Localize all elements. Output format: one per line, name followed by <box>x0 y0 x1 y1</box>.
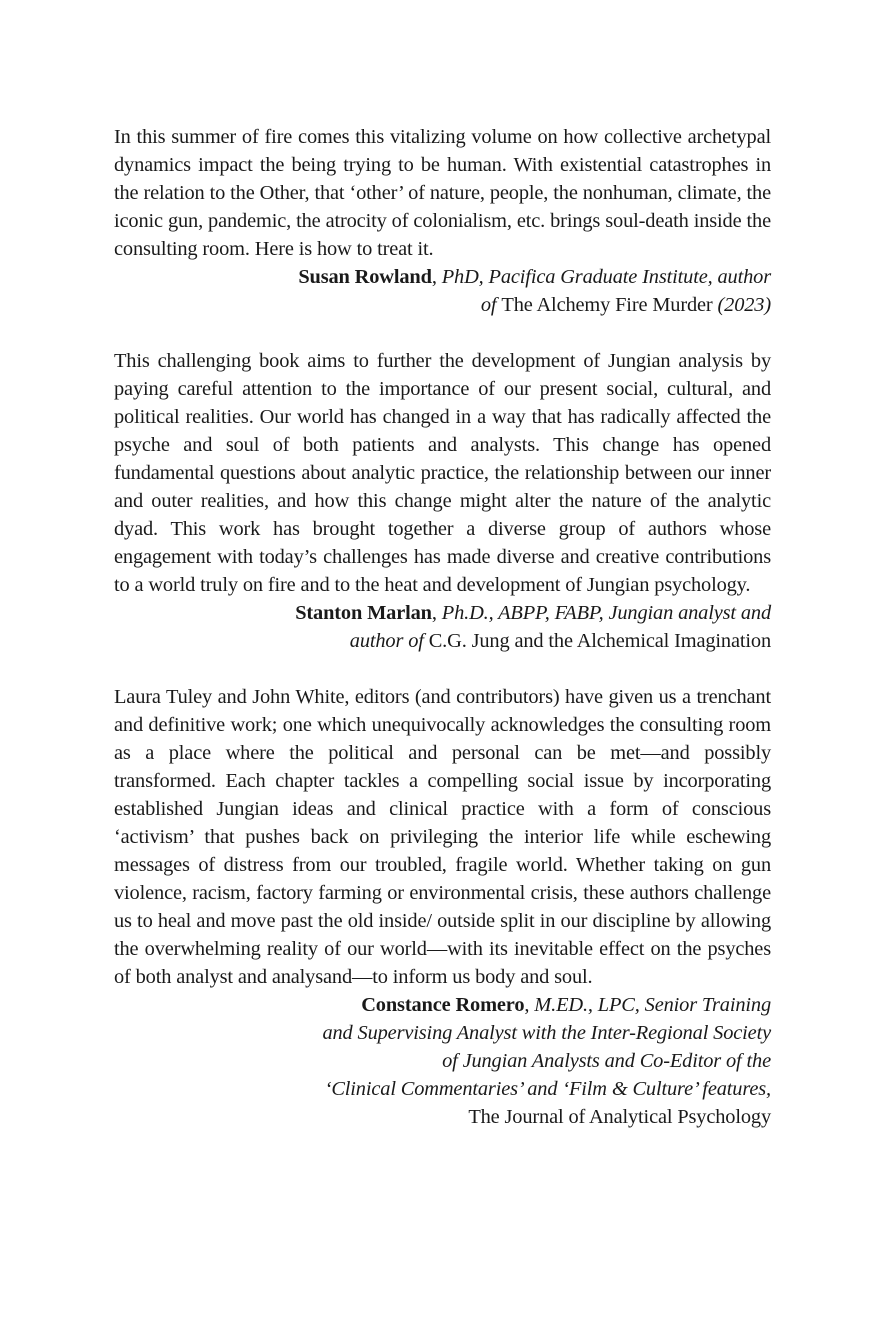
endorser-work-title: The Alchemy Fire Murder <box>501 294 713 316</box>
endorsement-attribution <box>114 263 771 319</box>
name-separator: , <box>431 602 442 624</box>
endorsement-rowland <box>114 123 771 319</box>
attribution-line: and Supervising Analyst with the Inter-Regional Society <box>322 1022 771 1044</box>
attribution-line <box>114 291 771 319</box>
endorsements-page <box>114 123 771 1131</box>
attribution-prefix: author of <box>349 630 429 652</box>
attribution-line <box>114 263 771 291</box>
endorsement-text: Laura Tuley and John White, editors (and contributors) have given us a trenchant and definitive work; one which unequivocally acknowledges the consulting room as a place where the political and personal can be met—and possibly transformed. Each chapter tackles a compelling social issue by incorporating established Jungian ideas and clinical practice with a form of conscious ‘activism’ that pushes back on privileging the interior life while eschewing messages of distress from our troubled, fragile world. Whether taking on gun violence, racism, factory farming or environmental crisis, these authors challenge us to heal and move past the old inside/ outside split in our discipline by allowing the overwhelming reality of our world—with its inevitable effect on the psyches of both analyst and analysand—to inform us body and soul. <box>114 686 771 988</box>
endorsement-attribution <box>114 599 771 655</box>
endorser-work-year: (2023) <box>712 294 771 316</box>
endorser-name: Constance Romero <box>361 994 525 1016</box>
endorser-name: Susan Rowland <box>298 266 432 288</box>
attribution-line <box>114 991 771 1019</box>
endorser-credentials: M.ED., LPC, Senior Training <box>534 994 771 1016</box>
endorser-name: Stanton Marlan <box>295 602 432 624</box>
journal-title: The Journal of Analytical Psychology <box>468 1106 771 1128</box>
attribution-line: ‘Clinical Commentaries’ and ‘Film & Culture’ features, <box>324 1078 771 1100</box>
endorsement-romero <box>114 683 771 1131</box>
attribution-prefix: of <box>480 294 502 316</box>
endorsement-text: This challenging book aims to further the development of Jungian analysis by paying careful attention to the importance of our present social, cultural, and political realities. Our world has changed in a way that has radically affected the psyche and soul of both patients and analysts. This change has opened fundamental questions about analytic practice, the relationship between our inner and outer realities, and how this change might alter the nature of the analytic dyad. This work has brought together a diverse group of authors whose engagement with today’s challenges has made diverse and creative contributions to a world truly on fire and to the heat and development of Jungian psychology. <box>114 350 771 596</box>
name-separator: , <box>524 994 535 1016</box>
attribution-line: of Jungian Analysts and Co-Editor of the <box>442 1050 771 1072</box>
endorser-credentials: PhD, Pacifica Graduate Institute, author <box>441 266 771 288</box>
attribution-line <box>114 627 771 655</box>
name-separator: , <box>431 266 442 288</box>
endorsement-text: In this summer of fire comes this vitalizing volume on how collective archetypal dynamics impact the being trying to be human. With existential catastrophes in the relation to the Other, that ‘other’ of nature, people, the nonhuman, climate, the iconic gun, pandemic, the atrocity of colonialism, etc. brings soul-death inside the consulting room. Here is how to treat it. <box>114 126 771 260</box>
endorsement-marlan <box>114 347 771 655</box>
endorser-credentials: Ph.D., ABPP, FABP, Jungian analyst and <box>441 602 771 624</box>
endorser-work-title: C.G. Jung and the Alchemical Imagination <box>428 630 771 652</box>
endorsement-attribution <box>114 991 771 1131</box>
attribution-line <box>114 599 771 627</box>
